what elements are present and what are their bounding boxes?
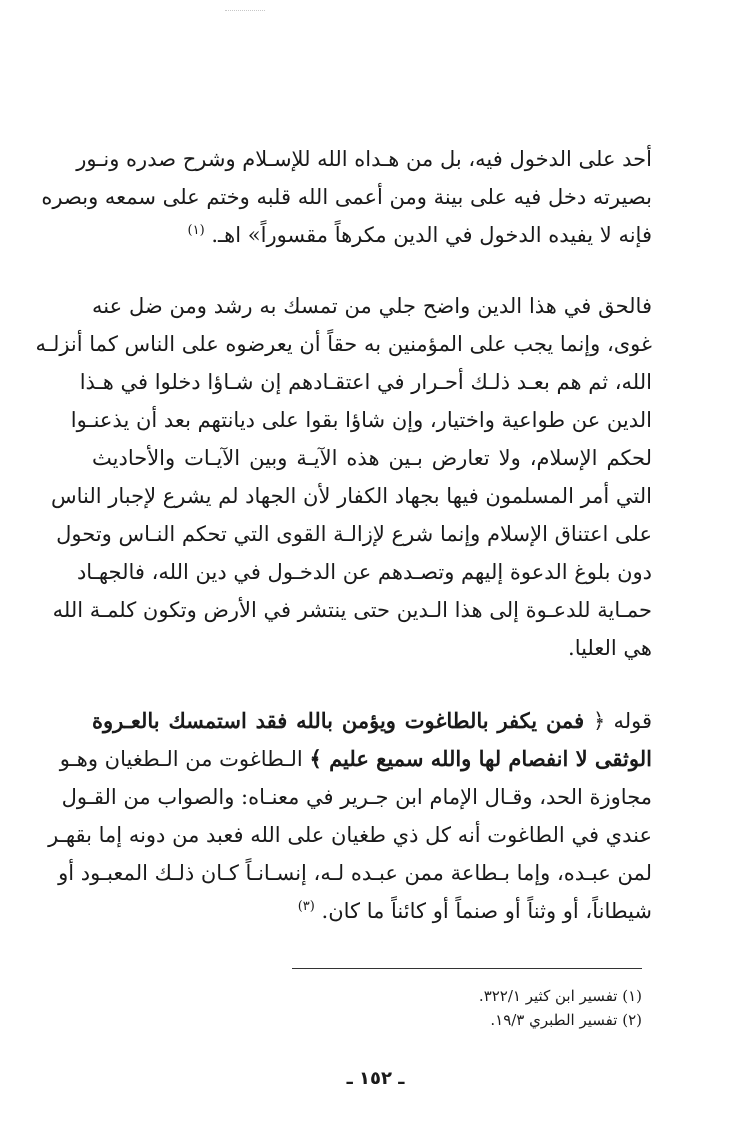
paragraph-3-line: لمن عبـده، وإما بـطاعة ممن عبـده لـه، إنسـانـاً كـان ذلـك المعبـود أو <box>58 861 652 885</box>
paragraph-2-line: فالحق في هذا الدين واضح جلي من تمسك به رشد ومن ضل عنه <box>92 294 652 318</box>
paragraph-1-line <box>92 216 652 254</box>
paragraph-3-line <box>92 702 652 740</box>
paragraph-3-line <box>59 740 652 778</box>
paragraph-2-line: الدين عن طواعية واختيار، وإن شاؤا بقوا على ديانتهم بعد أن يذعنـوا <box>70 408 652 432</box>
quran-verse-part-1: فمن يكفر بالطاغوت ويؤمن بالله فقد استمسك بالعـروة <box>92 708 593 733</box>
paragraph-2-line: غوى، وإنما يجب على المؤمنين به حقاً أن يعرضوه على الناس كما أنزلـه <box>35 332 652 356</box>
quote-intro: قوله ﴿ <box>592 709 652 733</box>
footnote-divider <box>292 968 642 969</box>
footnote-1: (١) تفسير ابن كثير ٣٢٢/١. <box>478 987 642 1005</box>
paragraph-2-line: الله، ثم هم بعـد ذلـك أحـرار في اعتقـادهم إن شـاؤا دخلوا في هـذا <box>79 370 652 394</box>
paragraph-2-line: هي العليا. <box>568 636 652 660</box>
paragraph-1-line-text: فإنه لا يفيده الدخول في الدين مكرهاً مقسوراً» اهـ. <box>211 223 652 247</box>
paragraph-2-line: حمـاية للدعـوة إلى هذا الـدين حتى ينتشر في الأرض وتكون كلمـة الله <box>52 598 652 622</box>
paragraph-1 <box>41 140 652 254</box>
footnote-2: (٢) تفسير الطبري ١٩/٣. <box>490 1011 642 1029</box>
commentary-start: الـطاغوت من الـطغيان وهـو <box>59 747 310 771</box>
quran-verse-part-2: الوثقى لا انفصام لها والله سميع عليم ﴾ <box>309 746 652 771</box>
paragraph-3-line: عندي في الطاغوت أنه كل ذي طغيان على الله فعبد من دونه إما بقهـر <box>48 823 652 847</box>
footnotes <box>292 984 642 1032</box>
paragraph-2-line: لحكم الإسلام، ولا تعارض بـين هذه الآيـة وبين الآيـات والأحاديث <box>92 446 652 470</box>
page-number: ـ ١٥٢ ـ <box>346 1068 405 1089</box>
paragraph-2-line: على اعتناق الإسلام وإنما شرع لإزالـة القوى التي تحكم النـاس وتحول <box>56 522 652 546</box>
footnote-ref-1[interactable]: (١) <box>187 223 205 238</box>
paragraph-2-line: دون بلوغ الدعوة إليهم وتصـدهم عن الدخـول في دين الله، فالجهـاد <box>76 560 652 584</box>
paragraph-3-last-text: شيطاناً، أو وثناً أو صنماً أو كائناً ما كان. <box>321 899 652 923</box>
paragraph-1-line: أحد على الدخول فيه، بل من هـداه الله للإسـلام وشرح صدره ونـور <box>76 147 652 171</box>
paragraph-1-line: بصيرته دخل فيه على بينة ومن أعمى الله قلبه وختم على سمعه وبصره <box>41 185 652 209</box>
paragraph-3-line <box>92 892 652 930</box>
paragraph-3 <box>48 702 652 930</box>
footnote-ref-3[interactable]: (٣) <box>297 899 315 914</box>
scan-mark <box>225 10 265 17</box>
paragraph-3-line: مجاوزة الحد، وقـال الإمام ابن جـرير في معنـاه: والصواب من القـول <box>61 785 652 809</box>
paragraph-2 <box>35 287 652 667</box>
paragraph-2-line: التي أمر المسلمون فيها بجهاد الكفار لأن الجهاد لم يشرع لإجبار الناس <box>50 484 652 508</box>
